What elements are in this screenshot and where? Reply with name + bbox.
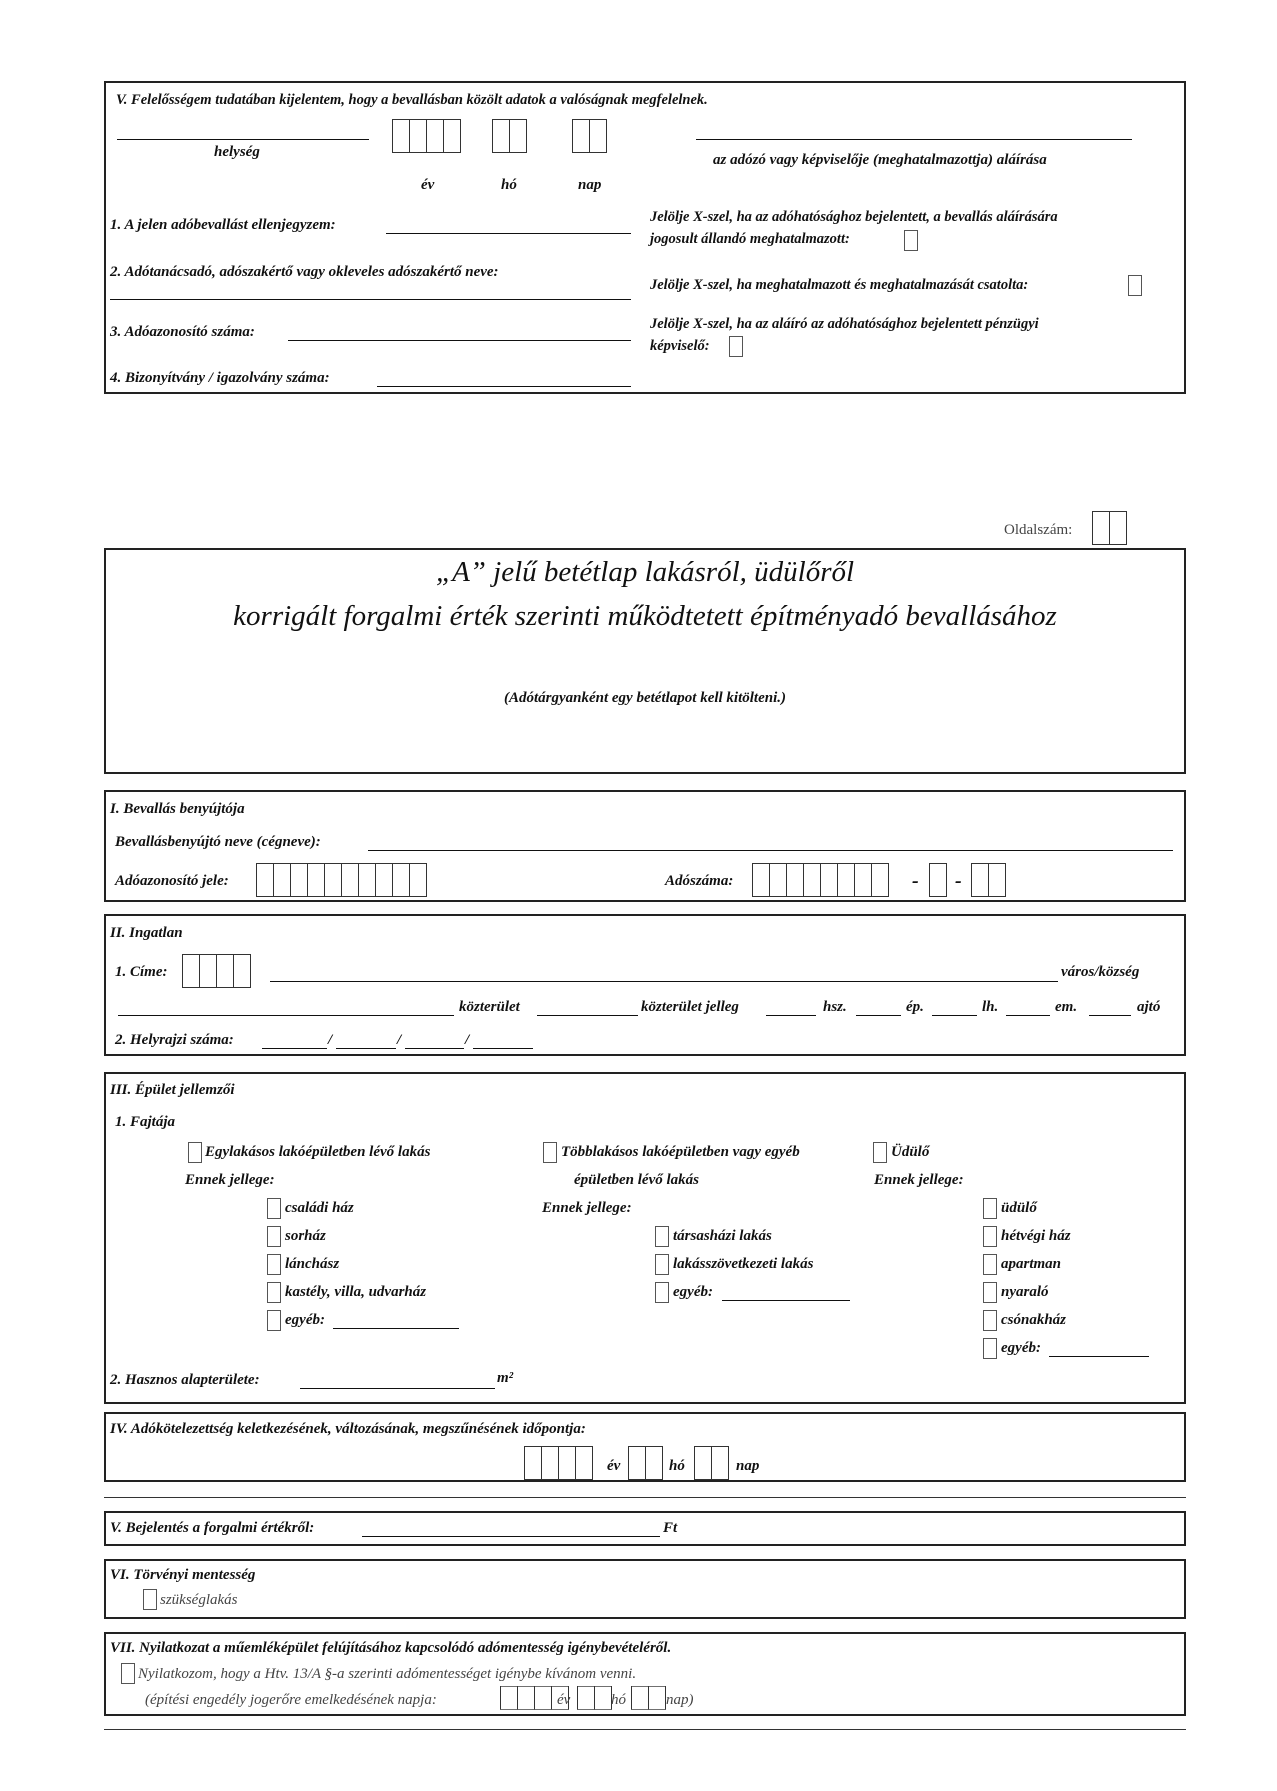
section3-heading: III. Épület jellemzői — [110, 1082, 235, 1098]
tax-number-cells-end[interactable] — [971, 863, 1005, 897]
signature-label: az adózó vagy képviselője (meghatalmazottja) aláírása — [713, 152, 1047, 168]
item4-label: 4. Bizonyítvány / igazolvány száma: — [110, 370, 330, 386]
family-house-checkbox[interactable] — [267, 1198, 281, 1219]
market-value-unit: Ft — [663, 1520, 678, 1536]
monument-exemption-checkbox[interactable] — [121, 1663, 135, 1684]
parcel-number-label: 2. Helyrajzi száma: — [115, 1032, 234, 1048]
floor-area-field[interactable] — [300, 1388, 495, 1389]
multi-dwelling-checkbox[interactable] — [543, 1142, 557, 1163]
boathouse-label: csónakház — [1001, 1312, 1067, 1328]
x1-checkbox[interactable] — [904, 230, 918, 251]
tax-number-cells-main[interactable] — [752, 863, 888, 897]
ho-label: hó — [501, 177, 517, 193]
multi-dwelling-label-1: Többlakásos lakóépületben vagy egyéb — [561, 1144, 800, 1160]
resort-label: üdülő — [1001, 1200, 1037, 1216]
permit-day-cells[interactable] — [631, 1686, 665, 1710]
col1-type-label: Ennek jellege: — [185, 1172, 275, 1188]
month-cells[interactable] — [492, 119, 526, 153]
x1-text-line1: Jelölje X-szel, ha az adóhatósághoz bejelentett, a bevallás aláírására — [650, 209, 1058, 225]
parcel-slash-1: / — [328, 1032, 333, 1048]
summer-house-label: nyaraló — [1001, 1284, 1049, 1300]
item1-label: 1. A jelen adóbevallást ellenjegyzem: — [110, 217, 336, 233]
item3-field[interactable] — [288, 340, 631, 341]
section6-box — [104, 1559, 1186, 1619]
col3-other-label: egyéb: — [1001, 1340, 1041, 1356]
multi-dwelling-label-2: épületben lévő lakás — [574, 1172, 699, 1188]
tax-id-cells[interactable] — [256, 863, 426, 897]
col2-other-field[interactable] — [722, 1300, 850, 1301]
section2-heading: II. Ingatlan — [110, 925, 183, 941]
col3-type-label: Ennek jellege: — [874, 1172, 964, 1188]
street-type-label: közterület jelleg — [641, 999, 739, 1015]
row-house-label: sorház — [285, 1228, 326, 1244]
floor-area-unit: m² — [497, 1370, 514, 1386]
market-value-field[interactable] — [362, 1536, 660, 1537]
col1-other-field[interactable] — [333, 1328, 459, 1329]
helyseg-label: helység — [214, 144, 260, 160]
condominium-label: társasházi lakás — [673, 1228, 772, 1244]
family-house-label: családi ház — [285, 1200, 354, 1216]
parcel-slash-2: / — [397, 1032, 402, 1048]
city-label: város/község — [1061, 964, 1140, 980]
address-label: 1. Címe: — [115, 964, 168, 980]
signature-field[interactable] — [696, 139, 1132, 140]
building-field[interactable] — [856, 1015, 901, 1016]
liability-year-cells[interactable] — [524, 1446, 592, 1480]
building-label: ép. — [906, 999, 924, 1015]
col1-other-checkbox[interactable] — [267, 1310, 281, 1331]
page-title-line1: „A” jelű betétlap lakásról, üdülőről — [435, 556, 855, 588]
cooperative-flat-checkbox[interactable] — [655, 1254, 669, 1275]
weekend-house-checkbox[interactable] — [983, 1226, 997, 1247]
villa-checkbox[interactable] — [267, 1282, 281, 1303]
section2-box — [104, 914, 1186, 1056]
col2-other-checkbox[interactable] — [655, 1282, 669, 1303]
permit-month-label: hó — [611, 1692, 626, 1708]
declaration-box — [104, 81, 1186, 394]
row-house-checkbox[interactable] — [267, 1226, 281, 1247]
tax-number-dash2: - — [955, 870, 962, 892]
house-number-label: hsz. — [823, 999, 847, 1015]
tax-number-dash1: - — [912, 870, 919, 892]
chain-house-label: lánchász — [285, 1256, 340, 1272]
item4-field[interactable] — [377, 386, 631, 387]
divider-2 — [104, 1729, 1186, 1730]
ev-label: év — [421, 177, 435, 193]
page-title-line2: korrigált forgalmi érték szerinti működtetett építményadó bevallásához — [233, 600, 1057, 632]
parcel-field-4[interactable] — [473, 1048, 533, 1049]
monument-exemption-label: Nyilatkozom, hogy a Htv. 13/A §-a szerinti adómentességet igénybe kívánom venni. — [138, 1666, 637, 1682]
nap-label: nap — [578, 177, 602, 193]
tax-number-label: Adószáma: — [665, 873, 734, 889]
title-note: (Adótárgyanként egy betétlapot kell kitölteni.) — [503, 690, 787, 706]
col3-other-checkbox[interactable] — [983, 1338, 997, 1359]
item2-field[interactable] — [110, 299, 631, 300]
boathouse-checkbox[interactable] — [983, 1310, 997, 1331]
cooperative-flat-label: lakásszövetkezeti lakás — [673, 1256, 814, 1272]
submitter-name-label: Bevallásbenyújtó neve (cégneve): — [115, 834, 321, 850]
floor-field[interactable] — [1006, 1015, 1050, 1016]
permit-year-label: év — [557, 1692, 571, 1708]
section4-heading: IV. Adókötelezettség keletkezésének, változásának, megszűnésének időpontja: — [110, 1421, 586, 1437]
single-dwelling-label: Egylakásos lakóépületben lévő lakás — [205, 1144, 431, 1160]
resort-checkbox[interactable] — [983, 1198, 997, 1219]
page-number-label: Oldalszám: — [1004, 522, 1073, 538]
postal-code-cells[interactable] — [182, 954, 250, 988]
x2-checkbox[interactable] — [1128, 275, 1142, 296]
x3-text-line2: képviselő: — [650, 338, 710, 354]
city-field[interactable] — [270, 981, 1058, 982]
type-label: 1. Fajtája — [115, 1114, 176, 1130]
parcel-field-1[interactable] — [262, 1048, 327, 1049]
parcel-slash-3: / — [465, 1032, 470, 1048]
staircase-label: lh. — [982, 999, 999, 1015]
door-field[interactable] — [1089, 1015, 1131, 1016]
tax-id-label: Adóazonosító jele: — [115, 873, 229, 889]
day-cells[interactable] — [572, 119, 606, 153]
emergency-housing-checkbox[interactable] — [143, 1589, 157, 1610]
staircase-field[interactable] — [932, 1015, 977, 1016]
street-type-field[interactable] — [537, 1015, 638, 1016]
parcel-field-3[interactable] — [405, 1048, 464, 1049]
section7-heading: VII. Nyilatkozat a műemléképület felújításához kapcsolódó adómentesség igénybevételéről. — [110, 1640, 672, 1656]
x2-text: Jelölje X-szel, ha meghatalmazott és meghatalmazását csatolta: — [650, 277, 1029, 293]
parcel-field-2[interactable] — [336, 1048, 396, 1049]
year-cells[interactable] — [392, 119, 460, 153]
floor-label: em. — [1055, 999, 1078, 1015]
liability-month-label: hó — [669, 1458, 685, 1474]
apartment-label: apartman — [1001, 1256, 1062, 1272]
col2-other-label: egyéb: — [673, 1284, 713, 1300]
section1-heading: I. Bevallás benyújtója — [110, 801, 245, 817]
declaration-statement: V. Felelősségem tudatában kijelentem, hogy a bevallásban közölt adatok a valóságnak megfelelnek. — [116, 92, 708, 108]
holiday-home-checkbox[interactable] — [873, 1142, 887, 1163]
col1-other-label: egyéb: — [285, 1312, 325, 1328]
page-number-cells[interactable] — [1092, 511, 1126, 545]
permit-day-label: nap) — [666, 1692, 694, 1708]
permit-date-label: (építési engedély jogerőre emelkedésének napja: — [145, 1692, 437, 1708]
liability-month-cells[interactable] — [628, 1446, 662, 1480]
item1-field[interactable] — [386, 233, 631, 234]
single-dwelling-checkbox[interactable] — [188, 1142, 202, 1163]
weekend-house-label: hétvégi ház — [1001, 1228, 1071, 1244]
col3-other-field[interactable] — [1049, 1356, 1149, 1357]
permit-month-cells[interactable] — [577, 1686, 611, 1710]
submitter-name-field[interactable] — [368, 850, 1173, 851]
door-label: ajtó — [1137, 999, 1161, 1015]
section6-heading: VI. Törvényi mentesség — [110, 1567, 256, 1583]
emergency-housing-label: szükséglakás — [160, 1592, 238, 1608]
holiday-home-label: Üdülő — [891, 1144, 930, 1160]
villa-label: kastély, villa, udvarház — [285, 1284, 427, 1300]
market-value-label: V. Bejelentés a forgalmi értékről: — [110, 1520, 315, 1536]
liability-day-label: nap — [736, 1458, 760, 1474]
house-number-field[interactable] — [766, 1015, 816, 1016]
helyseg-field[interactable] — [117, 139, 369, 140]
street-name-field[interactable] — [118, 1015, 454, 1016]
street-label: közterület — [459, 999, 520, 1015]
condominium-checkbox[interactable] — [655, 1226, 669, 1247]
summer-house-checkbox[interactable] — [983, 1282, 997, 1303]
x3-text-line1: Jelölje X-szel, ha az aláíró az adóhatósághoz bejelentett pénzügyi — [650, 316, 1039, 332]
tax-number-cells-mid[interactable] — [929, 863, 946, 897]
liability-day-cells[interactable] — [694, 1446, 728, 1480]
divider-1 — [104, 1497, 1186, 1498]
x3-checkbox[interactable] — [729, 336, 743, 357]
x1-text-line2: jogosult állandó meghatalmazott: — [650, 231, 850, 247]
chain-house-checkbox[interactable] — [267, 1254, 281, 1275]
item2-label: 2. Adótanácsadó, adószakértő vagy okleveles adószakértő neve: — [110, 264, 499, 280]
liability-year-label: év — [607, 1458, 621, 1474]
col2-type-label: Ennek jellege: — [542, 1200, 632, 1216]
apartment-checkbox[interactable] — [983, 1254, 997, 1275]
floor-area-label: 2. Hasznos alapterülete: — [110, 1372, 260, 1388]
item3-label: 3. Adóazonosító száma: — [110, 324, 255, 340]
